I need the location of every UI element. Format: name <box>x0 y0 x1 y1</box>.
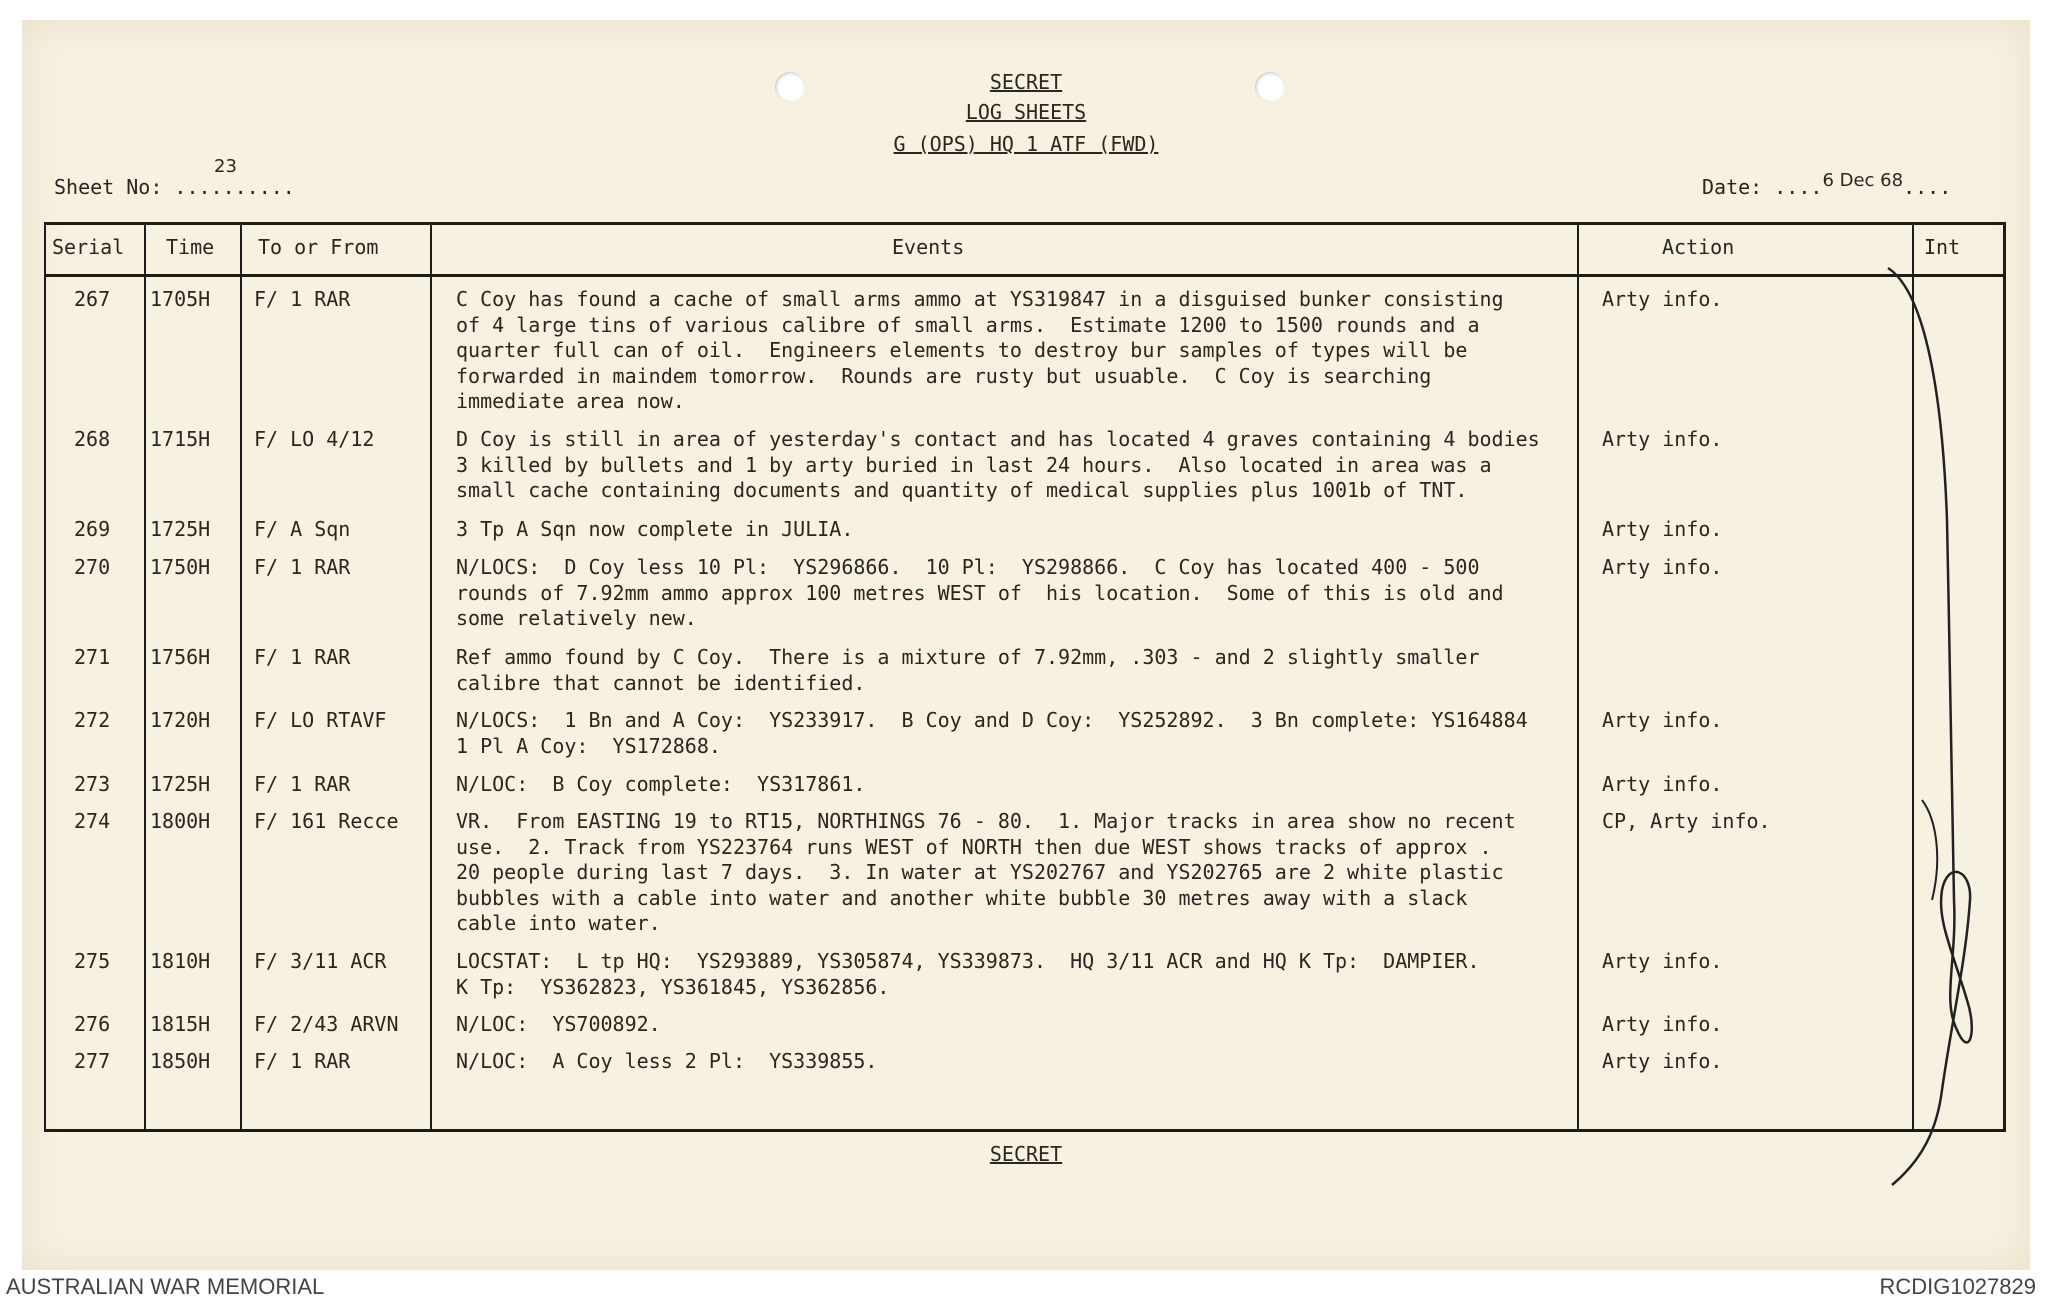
row-serial: 267 <box>74 287 111 311</box>
row-action: Arty info. <box>1602 708 1723 732</box>
event-line: N/LOCS: D Coy less 10 Pl: YS296866. 10 Pl: YS298866. C Coy has located 400 - 500 <box>456 555 1480 579</box>
handwritten-initials-mark <box>1882 260 1992 1190</box>
row-serial: 270 <box>74 555 111 579</box>
row-events <box>456 517 853 543</box>
row-to-or-from: F/ 161 Recce <box>254 809 399 833</box>
header-title: LOG SHEETS <box>965 100 1087 124</box>
row-to-or-from: F/ 1 RAR <box>254 287 351 311</box>
event-line: C Coy has found a cache of small arms ammo at YS319847 in a disguised bunker consisting <box>456 287 1504 311</box>
event-line: N/LOCS: 1 Bn and A Coy: YS233917. B Coy and D Coy: YS252892. 3 Bn complete: YS164884 <box>456 708 1528 732</box>
col-header-action: Action <box>1662 235 1735 259</box>
row-time: 1725H <box>150 772 211 796</box>
row-action: Arty info. <box>1602 949 1723 973</box>
date-dots-after: .... <box>1903 175 1952 199</box>
col-header-events: Events <box>892 235 965 259</box>
row-time: 1705H <box>150 287 211 311</box>
sheet-number: 23 <box>214 156 237 177</box>
event-line: bubbles with a cable into water and another white bubble 30 metres away with a slack <box>456 885 1468 910</box>
row-events <box>456 427 1540 504</box>
row-serial: 277 <box>74 1049 111 1073</box>
col-divider-events <box>1577 225 1579 1129</box>
event-line: some relatively new. <box>456 606 697 630</box>
row-time: 1715H <box>150 427 211 451</box>
row-to-or-from: F/ 1 RAR <box>254 645 351 669</box>
row-events <box>456 809 1516 937</box>
row-to-or-from: F/ 1 RAR <box>254 1049 351 1073</box>
sheet-no-label: Sheet No: <box>54 175 163 199</box>
row-time: 1725H <box>150 517 211 541</box>
header-rule <box>46 274 2003 277</box>
row-events <box>456 555 1504 632</box>
event-line: quarter full can of oil. Engineers elements to destroy bur samples of types will be <box>456 338 1468 362</box>
row-events <box>456 287 1504 415</box>
row-time: 1720H <box>150 708 211 732</box>
event-line: D Coy is still in area of yesterday's contact and has located 4 graves containing 4 bodies <box>456 427 1540 451</box>
event-line: VR. From EASTING 19 to RT15, NORTHINGS 76 - 80. 1. Major tracks in area show no recent <box>456 809 1516 833</box>
event-line: N/LOC: A Coy less 2 Pl: YS339855. <box>456 1049 878 1073</box>
log-sheet-paper <box>22 20 2030 1270</box>
event-line: N/LOC: YS700892. <box>456 1012 661 1036</box>
date-value: 6 Dec 68 <box>1822 170 1904 191</box>
sheet-no <box>54 175 295 199</box>
col-divider-from <box>430 225 432 1129</box>
row-time: 1815H <box>150 1012 211 1036</box>
caption-left: AUSTRALIAN WAR MEMORIAL <box>6 1274 325 1299</box>
event-line: 1 Pl A Coy: YS172868. <box>456 733 721 758</box>
row-to-or-from: F/ A Sqn <box>254 517 351 541</box>
col-header-time: Time <box>166 235 215 259</box>
event-line: 3 killed by bullets and 1 by arty buried in last 24 hours. Also located in area was a <box>456 452 1492 477</box>
row-serial: 274 <box>74 809 111 833</box>
col-divider-time <box>240 225 242 1129</box>
row-time: 1756H <box>150 645 211 669</box>
event-line: K Tp: YS362823, YS361845, YS362856. <box>456 974 890 999</box>
row-serial: 273 <box>74 772 111 796</box>
row-events <box>456 1012 661 1038</box>
row-to-or-from: F/ 3/11 ACR <box>254 949 387 973</box>
event-line: small cache containing documents and quantity of medical supplies plus 1001b of TNT. <box>456 478 1468 502</box>
row-events <box>456 772 865 798</box>
event-line: immediate area now. <box>456 389 685 413</box>
row-action: Arty info. <box>1602 1049 1723 1073</box>
row-to-or-from: F/ 1 RAR <box>254 772 351 796</box>
row-serial: 275 <box>74 949 111 973</box>
event-line: rounds of 7.92mm ammo approx 100 metres WEST of his location. Some of this is old and <box>456 580 1504 605</box>
row-events <box>456 645 1480 696</box>
event-line: cable into water. <box>456 911 661 935</box>
header-unit: G (OPS) HQ 1 ATF (FWD) <box>893 132 1159 156</box>
row-serial: 276 <box>74 1012 111 1036</box>
footer-classification: SECRET <box>989 1142 1063 1166</box>
row-action: Arty info. <box>1602 517 1723 541</box>
event-line: use. 2. Track from YS223764 runs WEST of NORTH then due WEST shows tracks of approx . <box>456 834 1492 859</box>
row-time: 1750H <box>150 555 211 579</box>
row-to-or-from: F/ 1 RAR <box>254 555 351 579</box>
row-time: 1800H <box>150 809 211 833</box>
row-action: Arty info. <box>1602 1012 1723 1036</box>
header-classification: SECRET <box>989 70 1063 94</box>
log-table <box>44 222 2006 1132</box>
event-line: 3 Tp A Sqn now complete in JULIA. <box>456 517 854 541</box>
row-time: 1850H <box>150 1049 211 1073</box>
col-header-serial: Serial <box>52 235 125 259</box>
sheet-no-dots: .......... <box>174 175 295 199</box>
event-line: of 4 large tins of various calibre of small arms. Estimate 1200 to 1500 rounds and a <box>456 312 1480 337</box>
date-label: Date: <box>1702 175 1763 199</box>
row-action: CP, Arty info. <box>1602 809 1771 833</box>
row-time: 1810H <box>150 949 211 973</box>
date-dots-before: .... <box>1774 175 1823 199</box>
row-serial: 269 <box>74 517 111 541</box>
event-line: 20 people during last 7 days. 3. In water at YS202767 and YS202765 are 2 white plastic <box>456 860 1504 884</box>
event-line: Ref ammo found by C Coy. There is a mixture of 7.92mm, .303 - and 2 slightly smaller <box>456 645 1480 669</box>
event-line: calibre that cannot be identified. <box>456 670 866 695</box>
event-line: N/LOC: B Coy complete: YS317861. <box>456 772 866 796</box>
caption-right: RCDIG1027829 <box>1879 1274 2036 1299</box>
row-action: Arty info. <box>1602 427 1723 451</box>
row-serial: 268 <box>74 427 111 451</box>
col-header-int: Int <box>1924 235 1961 259</box>
event-line: forwarded in maindem tomorrow. Rounds are rusty but usuable. C Coy is searching <box>456 363 1432 388</box>
row-serial: 271 <box>74 645 111 669</box>
row-events <box>456 949 1480 1000</box>
row-action: Arty info. <box>1602 555 1723 579</box>
event-line: LOCSTAT: L tp HQ: YS293889, YS305874, YS339873. HQ 3/11 ACR and HQ K Tp: DAMPIER. <box>456 949 1480 973</box>
col-header-to-or-from: To or From <box>258 235 379 259</box>
row-events <box>456 1049 877 1075</box>
row-to-or-from: F/ 2/43 ARVN <box>254 1012 399 1036</box>
row-serial: 272 <box>74 708 111 732</box>
row-to-or-from: F/ LO 4/12 <box>254 427 375 451</box>
row-events <box>456 708 1528 759</box>
row-action: Arty info. <box>1602 772 1723 796</box>
col-divider-serial <box>144 225 146 1129</box>
date-field <box>1702 170 1952 199</box>
row-to-or-from: F/ LO RTAVF <box>254 708 387 732</box>
row-action: Arty info. <box>1602 287 1723 311</box>
